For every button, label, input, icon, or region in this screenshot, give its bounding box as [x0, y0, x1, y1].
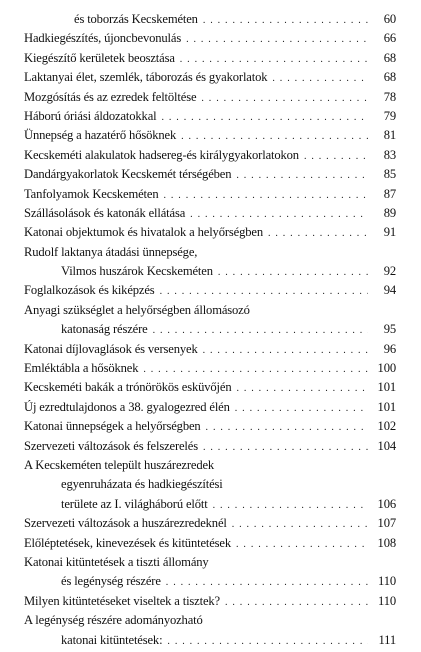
- toc-entry-title: katonai kitüntetések:: [61, 632, 163, 647]
- toc-entry: [24, 458, 396, 477]
- toc-entry: [24, 128, 396, 147]
- toc-entry: [24, 70, 396, 89]
- toc-entry-title: és legénység részére: [61, 574, 161, 589]
- toc-entry-title: Rudolf laktanya átadási ünnepsége,: [24, 244, 198, 259]
- toc-entry: [24, 342, 396, 361]
- toc-entry-page: 95: [383, 322, 396, 337]
- toc-entry-title: Kiegészítő kerületek beosztása: [24, 50, 175, 65]
- toc-entry-page: 100: [377, 361, 396, 376]
- toc-entry-title: Ünnepség a hazatérő hősöknek: [24, 128, 177, 143]
- toc-entry-page: 107: [377, 516, 396, 531]
- toc-entry-page: 110: [378, 593, 396, 608]
- toc-entry-title: Mozgósítás és az ezredek feltöltése: [24, 89, 197, 104]
- toc-entry: [24, 536, 396, 555]
- toc-entry-page: 85: [383, 167, 396, 182]
- toc-entry: [24, 613, 396, 632]
- toc-entry-title: A legénység részére adományozható: [24, 613, 203, 628]
- dot-leader: [153, 325, 368, 336]
- dot-leader: [232, 519, 368, 530]
- toc-entry-page: 66: [383, 31, 396, 46]
- dot-leader: [203, 15, 368, 26]
- toc-entry-title: és toborzás Kecskeméten: [74, 12, 198, 26]
- toc-entry: [24, 516, 396, 535]
- dot-leader: [236, 539, 368, 550]
- toc-entry-page: 102: [377, 419, 396, 434]
- toc-entry-page: 79: [383, 108, 396, 123]
- dot-leader: [225, 597, 368, 608]
- toc-entry-page: 104: [377, 438, 396, 453]
- toc-entry-page: 111: [378, 632, 396, 647]
- dot-leader: [203, 442, 368, 453]
- toc-entry: [24, 167, 396, 186]
- dot-leader: [236, 170, 368, 181]
- toc-entry-title: Háború óriási áldozatokkal: [24, 108, 157, 123]
- dot-leader: [181, 131, 368, 142]
- toc-entry-title: A Kecskeméten települt huszárezredek: [24, 457, 215, 472]
- toc-entry-title: Előléptetések, kinevezések és kitüntetések: [24, 535, 232, 550]
- toc-entry: [24, 633, 396, 652]
- toc-entry-title: Dandárgyakorlatok Kecskemét térségében: [24, 167, 232, 182]
- toc-entry-title: Szállásolások és katonák ellátása: [24, 205, 186, 220]
- toc-entry: [24, 380, 396, 399]
- toc-entry: [24, 361, 396, 380]
- dot-leader: [180, 54, 368, 65]
- toc-entry-page: 68: [383, 50, 396, 65]
- toc-entry-page: 60: [383, 12, 396, 26]
- toc-entry: [24, 400, 396, 419]
- toc-entry-page: 101: [377, 399, 396, 414]
- toc-entry-page: 101: [377, 380, 396, 395]
- dot-leader: [190, 209, 368, 220]
- toc-entry-page: 78: [383, 89, 396, 104]
- toc-entry-page: 81: [383, 128, 396, 143]
- dot-leader: [186, 34, 368, 45]
- toc-entry: [24, 109, 396, 128]
- toc-entry-title: területe az I. világháború előtt: [61, 496, 208, 511]
- dot-leader: [268, 228, 368, 239]
- toc-entry-page: 83: [383, 147, 396, 162]
- toc-entry-page: 91: [383, 225, 396, 240]
- toc-entry-title: Új ezredtulajdonos a 38. gyalogezred élén: [24, 399, 230, 414]
- toc-entry: [24, 12, 396, 31]
- toc-entry-page: 106: [377, 496, 396, 511]
- dot-leader: [201, 93, 368, 104]
- toc-entry: [24, 477, 396, 496]
- dot-leader: [235, 403, 368, 414]
- toc-entry-title: Hadkiegészítés, újoncbevonulás: [24, 31, 182, 46]
- toc-entry: [24, 264, 396, 283]
- toc-entry-title: Tanfolyamok Kecskeméten: [24, 186, 159, 201]
- toc-entry: [24, 187, 396, 206]
- toc-entry-title: Katonai ünnepségek a helyőrségben: [24, 419, 201, 434]
- toc-entry-page: 87: [383, 186, 396, 201]
- dot-leader: [206, 422, 368, 433]
- toc-entry-title: Katonai díjlovaglások és versenyek: [24, 341, 198, 356]
- toc-entry: [24, 303, 396, 322]
- toc-entry: [24, 497, 396, 516]
- dot-leader: [160, 286, 368, 297]
- toc-entry-title: Kecskeméti alakulatok hadsereg-és királygyakorlatokon: [24, 147, 299, 162]
- dot-leader: [203, 345, 368, 356]
- toc-entry-page: 94: [383, 283, 396, 298]
- toc-entry: [24, 283, 396, 302]
- toc-entry-title: Katonai objektumok és hivatalok a helyőrségben: [24, 225, 263, 240]
- toc-entry: [24, 419, 396, 438]
- toc-entry-title: katonaság részére: [61, 322, 148, 337]
- toc-entry-title: egyenruházata és hadkiegészítési: [61, 477, 223, 492]
- toc-entry: [24, 322, 396, 341]
- toc-entry: [24, 31, 396, 50]
- toc-entry-title: Milyen kitüntetéseket viseltek a tisztek?: [24, 593, 220, 608]
- dot-leader: [143, 364, 368, 375]
- toc-entry-title: Foglalkozások és kiképzés: [24, 283, 155, 298]
- toc-entry: [24, 439, 396, 458]
- toc-entry-page: 108: [377, 535, 396, 550]
- toc-entry-title: Laktanyai élet, szemlék, táborozás és gyakorlatok: [24, 70, 268, 85]
- toc-entry-title: Vilmos huszárok Kecskeméten: [61, 264, 213, 279]
- toc-entry: [24, 574, 396, 593]
- toc-entry-page: 68: [383, 70, 396, 85]
- toc-entry-page: 89: [383, 205, 396, 220]
- toc-entry: [24, 206, 396, 225]
- toc-entry: [24, 594, 396, 613]
- toc-entry-page: 92: [383, 264, 396, 279]
- dot-leader: [166, 577, 368, 588]
- toc-entry-title: Szervezeti változások a huszárezredeknél: [24, 516, 227, 531]
- toc-entry: [24, 51, 396, 70]
- dot-leader: [272, 73, 368, 84]
- toc-entry: [24, 90, 396, 109]
- toc-entry-title: Katonai kitüntetések a tiszti állomány: [24, 554, 209, 569]
- dot-leader: [164, 190, 369, 201]
- dot-leader: [236, 383, 368, 394]
- dot-leader: [162, 112, 369, 123]
- toc-entry: [24, 148, 396, 167]
- dot-leader: [218, 267, 368, 278]
- toc-entry-title: Anyagi szükséglet a helyőrségben állomásozó: [24, 302, 250, 317]
- toc-entry: [24, 245, 396, 264]
- dot-leader: [304, 151, 368, 162]
- toc-entry-title: Szervezeti változások és felszerelés: [24, 438, 198, 453]
- toc-entry: [24, 555, 396, 574]
- table-of-contents: [24, 12, 396, 652]
- toc-entry: [24, 225, 396, 244]
- toc-entry-page: 96: [383, 341, 396, 356]
- toc-entry-title: Emléktábla a hősöknek: [24, 361, 139, 376]
- dot-leader: [213, 500, 368, 511]
- dot-leader: [167, 636, 368, 647]
- toc-entry-page: 110: [378, 574, 396, 589]
- toc-entry-title: Kecskeméti bakák a trónörökös esküvőjén: [24, 380, 232, 395]
